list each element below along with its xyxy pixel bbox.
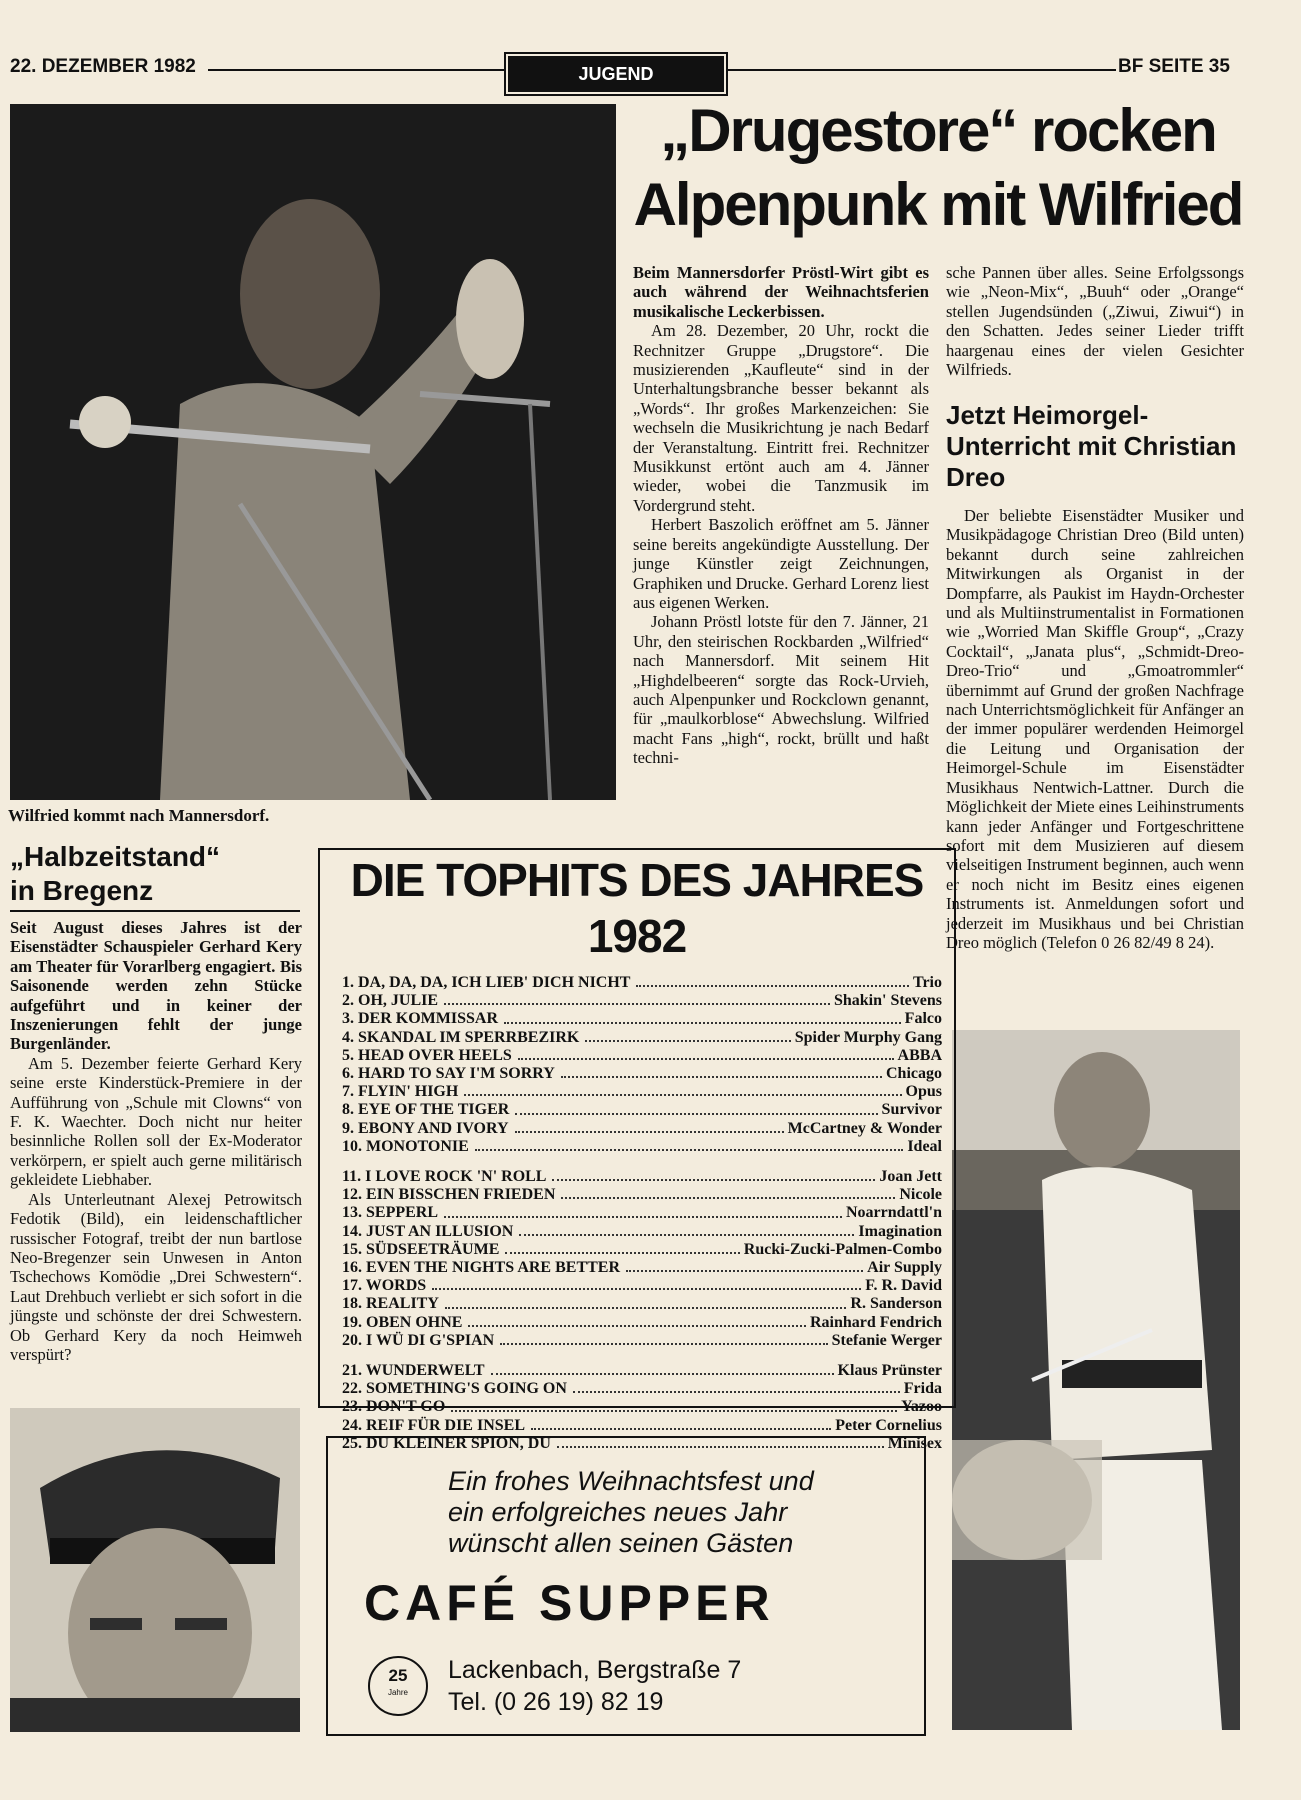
bregenz-rule — [10, 910, 300, 912]
bregenz-headline-line1: „Halbzeitstand“ — [10, 841, 221, 872]
article-paragraph: Johann Pröstl lotste für den 7. Jänner, 21 Uhr, den steirischen Rockbarden „Wilfried“ nach Mannersdorf. Mit seinem Hit „Highdelbeeren“ sorgte das Rock-Urvieh, auch Alpenpunker und Rockclown genannt, für „maulkorblose“ Abwechslung. Wilfried macht Fans „high“, rockt, brüllt und haßt techni- — [633, 612, 929, 768]
issue-date: 22. DEZEMBER 1982 — [10, 56, 196, 77]
tophit-row — [342, 1029, 942, 1047]
tophit-title: 8. EYE OF THE TIGER — [342, 1101, 510, 1119]
dot-leader — [491, 1373, 834, 1375]
tophit-row — [342, 1241, 942, 1259]
tophit-artist: Rucki-Zucki-Palmen-Combo — [743, 1240, 942, 1258]
tophit-artist: ABBA — [897, 1046, 942, 1064]
tophit-artist: Spider Murphy Gang — [794, 1028, 942, 1046]
tophit-row — [342, 974, 942, 992]
tophit-artist: Yazoo — [901, 1398, 942, 1416]
bregenz-lead: Seit August dieses Jahres ist der Eisenstädter Schauspieler Gerhard Kery am Theater für Vorarlberg engagiert. Bis Saisonende werden zehn Stücke aufgeführt und in keiner der Inszenierungen fehlt der junge Burgenländer. — [10, 918, 302, 1054]
badge-word: Jahre — [387, 1688, 408, 1697]
tophit-artist: Stefanie Werger — [831, 1331, 942, 1349]
tophit-row — [342, 1186, 942, 1204]
tophit-artist: Imagination — [858, 1222, 942, 1240]
dot-leader — [573, 1391, 900, 1393]
dot-leader — [531, 1428, 831, 1430]
article-lead: Beim Mannersdorfer Pröstl-Wirt gibt es auch während der Weihnachtsferien musikalische Leckerbissen. — [633, 263, 929, 321]
tophit-artist: Air Supply — [867, 1259, 942, 1277]
tophit-title: 1. DA, DA, DA, ICH LIEB' DICH NICHT — [342, 974, 631, 991]
tophit-title: 11. I LOVE ROCK 'N' ROLL — [342, 1168, 547, 1186]
dot-leader — [561, 1076, 882, 1078]
tophit-artist: Trio — [912, 974, 942, 991]
tophit-row — [342, 1417, 942, 1435]
tophit-title: 7. FLYIN' HIGH — [342, 1083, 459, 1101]
dot-leader — [636, 985, 908, 987]
tophit-row — [342, 1168, 942, 1186]
tophit-artist: Chicago — [886, 1065, 942, 1083]
badge-number: 25 — [388, 1666, 408, 1685]
ad-line-2: ein erfolgreiches neues Jahr — [448, 1497, 788, 1527]
ad-phone: Tel. (0 26 19) 82 19 — [448, 1688, 664, 1716]
tophit-artist: Klaus Prünster — [837, 1362, 942, 1380]
tophits-list — [342, 974, 942, 1453]
tophit-row — [342, 1332, 942, 1350]
tophit-title: 16. EVEN THE NIGHTS ARE BETTER — [342, 1259, 621, 1277]
dreo-article — [946, 506, 1244, 952]
tophit-artist: Minisex — [887, 1434, 942, 1452]
article-paragraph: sche Pannen über alles. Seine Erfolgssongs wie „Neon-Mix“, „Buuh“ oder „Orange“ stellen Jugendsünden („Ziwui, Ziwui“) in den Schatten. Jedes seiner Lieder trifft haargenau eines der vielen Gesichter Wilfrieds. — [946, 263, 1244, 380]
dot-leader — [626, 1270, 863, 1272]
dreo-paragraph: Der beliebte Eisenstädter Musiker und Musikpädagoge Christian Dreo (Bild unten) bekannt durch seine zahlreichen Mitwirkungen als Organist in der Dompfarre, als Paukist im Haydn-Orchester und als Multiinstrumentalist in Formationen wie „Worried Man Skiffle Group“, „Crazy Cocktail“, „Janata plus“, „Schmidt-Dreo-Dreo-Trio“ und „Gmoatrommler“ übernimmt auf Grund der großen Nachfrage nach Unterrichtsmöglichkeit für Anfänger an der immer populärer werdenden Heimorgel die Leitung und Organisation der Heimorgel-Schule im Eisenstädter Musikhaus Nentwich-Lattner. Durch die Möglichkeit der Miete eines Leihinstruments kann jeder Anfänger und Fortgeschrittene sofort mit dem Musizieren auf diesem vielseitigen Instrument beginnen, auch wenn er noch nicht im Besitz eines eigenen Instruments ist. Anmeldungen sofort und jederzeit im Musikhaus und bei Christian Dreo möglich (Telefon 0 26 82/49 8 24). — [946, 506, 1244, 952]
tophit-title: 24. REIF FÜR DIE INSEL — [342, 1416, 525, 1434]
tophit-artist: Peter Cornelius — [835, 1416, 942, 1434]
photo-caption: Wilfried kommt nach Mannersdorf. — [8, 806, 270, 825]
dot-leader — [519, 1234, 854, 1236]
dot-leader — [585, 1040, 790, 1042]
tophit-title: 12. EIN BISSCHEN FRIEDEN — [342, 1186, 556, 1204]
tophits-box — [318, 848, 956, 1452]
dot-leader — [444, 1216, 842, 1218]
tophit-row — [342, 1138, 942, 1156]
tophit-title: 25. DU KLEINER SPION, DU — [342, 1434, 551, 1452]
tophit-title: 4. SKANDAL IM SPERRBEZIRK — [342, 1028, 580, 1046]
tophit-title: 9. EBONY AND IVORY — [342, 1119, 509, 1137]
tophit-title: 17. WORDS — [342, 1277, 427, 1295]
tophit-row — [342, 1295, 942, 1313]
bregenz-article — [10, 918, 302, 1364]
tophits-title: DIE TOPHITS DES JAHRES 1982 — [350, 854, 924, 962]
dot-leader — [518, 1058, 894, 1060]
tophit-artist: Joan Jett — [879, 1168, 942, 1186]
page-number: BF SEITE 35 — [1118, 56, 1230, 77]
header-rule-right — [728, 69, 1116, 71]
dot-leader — [515, 1113, 877, 1115]
tophit-artist: Rainhard Fendrich — [809, 1313, 942, 1331]
dot-leader — [464, 1094, 901, 1096]
tophit-title: 3. DER KOMMISSAR — [342, 1010, 499, 1028]
dreo-photo — [952, 1030, 1240, 1730]
article-paragraph: Herbert Baszolich eröffnet am 5. Jänner seine bereits angekündigte Ausstellung. Der junge Künstler zeigt Zeichnungen, Graphiken und Drucke. Gerhard Lorenz liest aus eigenen Werken. — [633, 515, 929, 612]
tophit-title: 23. DON'T GO — [342, 1398, 446, 1416]
tophit-title: 19. OBEN OHNE — [342, 1313, 463, 1331]
tophit-artist: Opus — [905, 1083, 942, 1101]
tophit-title: 10. MONOTONIE — [342, 1137, 469, 1155]
dot-leader — [561, 1197, 895, 1199]
bregenz-paragraph: Als Unterleutnant Alexej Petrowitsch Fedotik (Bild), ein leidenschaftlicher russischer Fotograf, treibt der nun bartlose Neo-Bregenzer sein Unwesen in Anton Tschechows Komödie „Drei Schwestern“. Laut Drehbuch verliebt er sich sofort in die jüngste und schönste der drei Schwestern. Ob Gerhard Kery da noch Heimweh verspürt? — [10, 1189, 302, 1364]
list-group-gap — [342, 1156, 942, 1168]
tophit-title: 6. HARD TO SAY I'M SORRY — [342, 1065, 555, 1083]
dot-leader — [505, 1252, 739, 1254]
header-rule-left — [208, 69, 504, 71]
tophit-title: 15. SÜDSEETRÄUME — [342, 1240, 500, 1258]
tophit-row — [342, 1101, 942, 1119]
tophit-artist: Shakin' Stevens — [833, 992, 942, 1010]
ad-address: Lackenbach, Bergstraße 7 — [448, 1656, 742, 1684]
bregenz-headline — [10, 840, 220, 908]
tophit-title: 22. SOMETHING'S GOING ON — [342, 1380, 567, 1398]
tophit-artist: Falco — [904, 1010, 942, 1028]
bregenz-headline-line2: in Bregenz — [10, 875, 154, 906]
anniversary-badge-icon — [368, 1656, 428, 1716]
tophit-title: 2. OH, JULIE — [342, 992, 439, 1010]
tophit-row — [342, 1010, 942, 1028]
tophit-row — [342, 1314, 942, 1332]
tophit-row — [342, 1259, 942, 1277]
dreo-headline: Jetzt Heimorgel-Unterricht mit Christian Dreo — [946, 400, 1237, 492]
ad-cafe-name: CAFÉ SUPPER — [364, 1575, 775, 1631]
tophit-artist: F. R. David — [865, 1277, 942, 1295]
tophit-row — [342, 1120, 942, 1138]
bregenz-paragraph: Am 5. Dezember feierte Gerhard Kery seine erste Kinderstück-Premiere in der Aufführung von „Schule mit Clowns“ von F. K. Waechter. Doch nicht nur heiter besinnliche Rollen soll der Ex-Moderator verkörpern, er spielt auch gerne militärisch gekleidete Liebhaber. — [10, 1053, 302, 1190]
wilfried-photo — [10, 104, 616, 800]
tophit-row — [342, 1204, 942, 1222]
dot-leader — [552, 1179, 875, 1181]
dot-leader — [445, 1307, 847, 1309]
tophit-artist: Ideal — [907, 1137, 942, 1155]
tophit-title: 18. REALITY — [342, 1295, 439, 1313]
tophit-artist: Nicole — [899, 1186, 942, 1204]
article-drugstore-col1 — [633, 263, 929, 768]
dot-leader — [451, 1410, 897, 1412]
kery-photo — [10, 1408, 300, 1732]
dot-leader — [432, 1288, 861, 1290]
dot-leader — [468, 1325, 806, 1327]
tophit-title: 5. HEAD OVER HEELS — [342, 1046, 512, 1064]
dot-leader — [444, 1003, 830, 1005]
tophit-row — [342, 1083, 942, 1101]
ad-line-3: wünscht allen seinen Gästen — [448, 1528, 794, 1558]
main-headline-line1: „Drugestore“ rocken — [660, 97, 1216, 164]
cafe-supper-ad — [326, 1436, 926, 1736]
tophit-row — [342, 1362, 942, 1380]
tophit-row — [342, 1277, 942, 1295]
list-group-gap — [342, 1350, 942, 1362]
dot-leader — [500, 1343, 827, 1345]
tophit-title: 21. WUNDERWELT — [342, 1362, 485, 1380]
tophit-artist: Survivor — [881, 1101, 942, 1119]
tophit-row — [342, 1065, 942, 1083]
tophit-artist: Frida — [903, 1380, 942, 1398]
dot-leader — [504, 1022, 901, 1024]
section-label: JUGEND — [508, 56, 724, 92]
dot-leader — [475, 1149, 904, 1151]
main-headline-line2: Alpenpunk mit Wilfried — [633, 171, 1243, 238]
dot-leader — [515, 1131, 784, 1133]
tophit-row — [342, 1047, 942, 1065]
ad-line-1: Ein frohes Weihnachtsfest und — [448, 1466, 814, 1496]
tophit-title: 13. SEPPERL — [342, 1204, 439, 1222]
tophit-artist: McCartney & Wonder — [787, 1119, 942, 1137]
tophit-row — [342, 992, 942, 1010]
article-drugstore-col2 — [946, 263, 1244, 379]
article-paragraph: Am 28. Dezember, 20 Uhr, rockt die Rechnitzer Gruppe „Drugstore“. Die musizierenden „Kaufleute“ sind in der Unterhaltungsbranche besser bekannt als „Words“. Ihr großes Markenzeichen: Sie wechseln die Musikrichtung je nach Bedarf der Veranstaltung. Eintritt frei. Rechnitzer Musikkunst ertönt auch am 4. Jänner wieder, wobei die Tanzmusik im Vordergrund steht. — [633, 321, 929, 515]
tophit-title: 14. JUST AN ILLUSION — [342, 1222, 514, 1240]
tophit-artist: Noarrndattl'n — [846, 1204, 942, 1222]
tophit-row — [342, 1380, 942, 1398]
tophit-row — [342, 1223, 942, 1241]
tophit-row — [342, 1398, 942, 1416]
tophit-artist: R. Sanderson — [850, 1295, 942, 1313]
tophit-title: 20. I WÜ DI G'SPIAN — [342, 1331, 495, 1349]
